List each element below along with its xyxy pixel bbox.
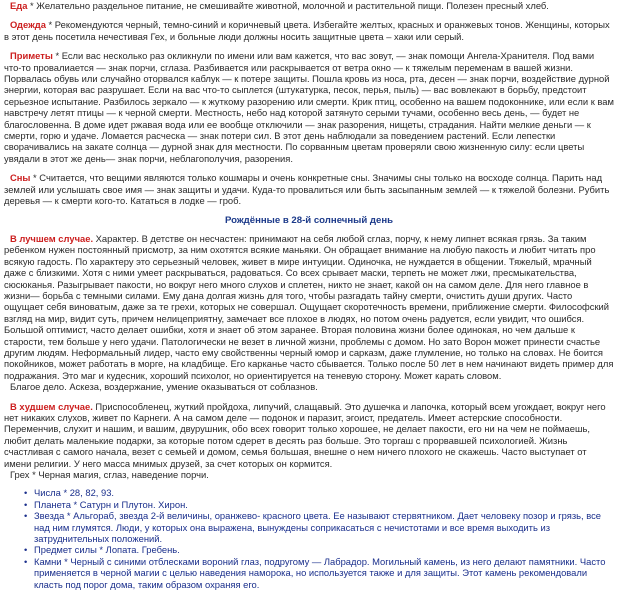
section-heading: Рождённые в 28-й солнечный день bbox=[224, 214, 394, 226]
food-label: Еда bbox=[10, 0, 28, 11]
clothing-paragraph bbox=[4, 19, 614, 42]
worst-case-label: В худшем случае. bbox=[10, 400, 93, 412]
good-deed-line: Благое дело. Аскеза, воздержание, умение оказываться от соблазнов. bbox=[10, 381, 318, 393]
best-case-label: В лучшем случае. bbox=[10, 232, 94, 244]
omens-paragraph bbox=[4, 50, 614, 164]
sin-line: Грех * Черная магия, сглаз, наведение порчи. bbox=[10, 469, 209, 481]
list-item-star: • Звезда * Альгораб, звезда 2-й величины, оранжево- красного цвета. Ее называют стервятником. Дает человеку позор и грязь, все над ним глумятся. Люди, у которых она выражена, вынуждены соприкасаться с нечистотами и все время выходить из затруднительных положений. bbox=[34, 510, 614, 544]
food-text: * Желательно раздельное питание, не смешивайте животной, молочной и растительной пищи. Полезен пресный хлеб. bbox=[27, 0, 549, 11]
omens-label: Приметы bbox=[10, 50, 53, 62]
omens-text: * Если вас несколько раз окликнули по имени или вам кажется, что вас зовут, — знак помощи Ангела-Хранителя. Под вами что-то провалиается — знак порчи, сглаза. Разбивается или раскрывается от ветра окно — к тяжелым переменам в вашей жизни. Порвалась обувь или случайно оторвался каблук — к потере защиты. Пошла кровь из носа, рта, десен — знак порчи, воздействие дурной энергии, которая вас разрушает. Если на вас что-то сыплется (штукатурка, песок, перья, пыль) — вас вовлекают в борьбу, предстоит серьезное испытание. Разбилось зеркало — к жуткому разорению или смерти. Крик птиц, особенно на вашем подоконнике, или если к вам навстречу летят птицы — к черной смерти. Местность, небо над которой затянуто серыми тучами, особенно весь день, — будет не благословенна. В доме идет ржавая вода или ее вообще отключили — знак разорения, нищеты, страдания. Найти мелкие деньги — к смерти, горю и удаче. Ломается расческа — знак потери сил. В этот день наблюдали за поведением растений. Если лепестки сворачивались на закате солнца — дурной знак для местности. По сорванным цветам проверяли свою жизненную силу: если цветы увядали в этот же день— знак порчи, неблагополучия, разорения. bbox=[4, 50, 614, 164]
worst-case-text: Приспособленец, жуткий пройдоха, липучий, слащавый. Это душечка и лапочка, который всем угождает, вокруг него нет никаких слухов, живет по Карнеги. А на самом деле — подонок и паразит, эгоист, предатель. Имеет астерские способности. Переменчив, слухит и нашим, и вашим, двурушник, обо всех говорит только хорошее, не делает пакости, его ни на чем не поймаешь, любит делать маленькие подарки, за которые потом сдерет в десять раз больше. Это торгаш с прорвавшей психологией. Жизнь счастливая с самого начала, везет с семьей и домом, семья большая, внешне о нем ничего плохого не скажешь. Часто выступает от имени религии. У него масса мнимых друзей, за счет которых он кормится. bbox=[4, 400, 606, 469]
dreams-text: * Считается, что вещими являются только кошмары и очень конкретные сны. Значимы сны только на восходе солнца. Парить над землей или услышать свое имя — знак защиты и удачи. Куда-то провалиться или быть засыпанным землей — к тяжелой болезни. Рубить деревья — к смерти кого-то. Кататься в лодке — гроб. bbox=[4, 172, 610, 207]
clothing-label: Одежда bbox=[10, 19, 46, 31]
dreams-label: Сны bbox=[10, 172, 31, 184]
list-item-power-object: • Предмет силы * Лопата. Гребень. bbox=[34, 544, 614, 555]
list-item-numbers: • Числа * 28, 82, 93. bbox=[34, 487, 614, 498]
best-case-paragraph bbox=[4, 233, 614, 381]
clothing-text: * Рекомендуются черный, темно-синий и коричневый цвета. Избегайте желтых, красных и оранжевых тонов. Женщины, которых в этот день посетила нечестивая Гех, и больные люди должны носить защитные цвета – хаки или серый. bbox=[4, 19, 610, 42]
best-case-text: Характер. В детстве он несчастен: принимают на себя любой сглаз, порчу, к нему липнет всякая грязь. За таким ребенком нужен постоянный присмотр, за ним охотятся всякие маньяки. Он обращает внимание на любую пакость и любит читать про всякую гадость. По характеру это серьезный человек, живет в мире интуиции. Одиночка, не нуждается в общении. Тяжелый, мрачный даже с близкими. Хотя с ними умеет раскрываться, радоваться. Со всех срывает маски, терпеть не может лжи, пресмыкательства, сюсюканья. Разыгрывает пакости, но вокруг него много слухов и сплетен, никто не знает, какой он на самом деле. Для него главное в жизни— борьба с темными силами. Ему дана долгая жизнь для того, чтобы разгадать тайну смерти, очистить души других. Часто ощущает себя виноватым, даже за те грехи, которых не совершал. Ощущает скоротечность времени, приближение смерти. Философский взгляд на мир, видит суть, причем нелицеприятну, замечает все плохое в людях, но потом очень радуется, если увидит, что ошибся. Большой оптимист, часто делает ошибки, хотя и знает об этом заранее. Вторая половина жизни более одинокая, но чем дальше к старости, тем больше у него удачи. Патологически не везет в личной жизни, проблемы с домом. Но зато Ворон может принести счастье другим людям. Неформальный лидер, часто ему свойственны черный юмор и сарказм, даже глумление, но только на словах. Не боится покойников, может работать в морге, на кладбище. Его карканье часто сбывается. Только после 50 лет в нем начинают видеть пример для подражания. Это маг и кудесник, хороший психолог, но ориентируется на теневую сторону. Может карать словом. bbox=[4, 232, 614, 381]
list-item-planet: • Планета * Сатурн и Плутон. Хирон. bbox=[34, 499, 614, 510]
dreams-paragraph bbox=[4, 172, 614, 206]
list-item-stones: • Камни * Черный с синими отблесками вороний глаз, подругому — Лабрадор. Могильный камень, из него делают памятники. Часто применяется в черной магии с целью наведения наморока, но используется также и для защиты. Этот камень рекомендовали класть под порог дома, таким образом охраняя его. bbox=[34, 556, 614, 590]
worst-case-paragraph bbox=[4, 401, 614, 469]
food-paragraph bbox=[4, 0, 614, 11]
attributes-list bbox=[28, 487, 614, 590]
